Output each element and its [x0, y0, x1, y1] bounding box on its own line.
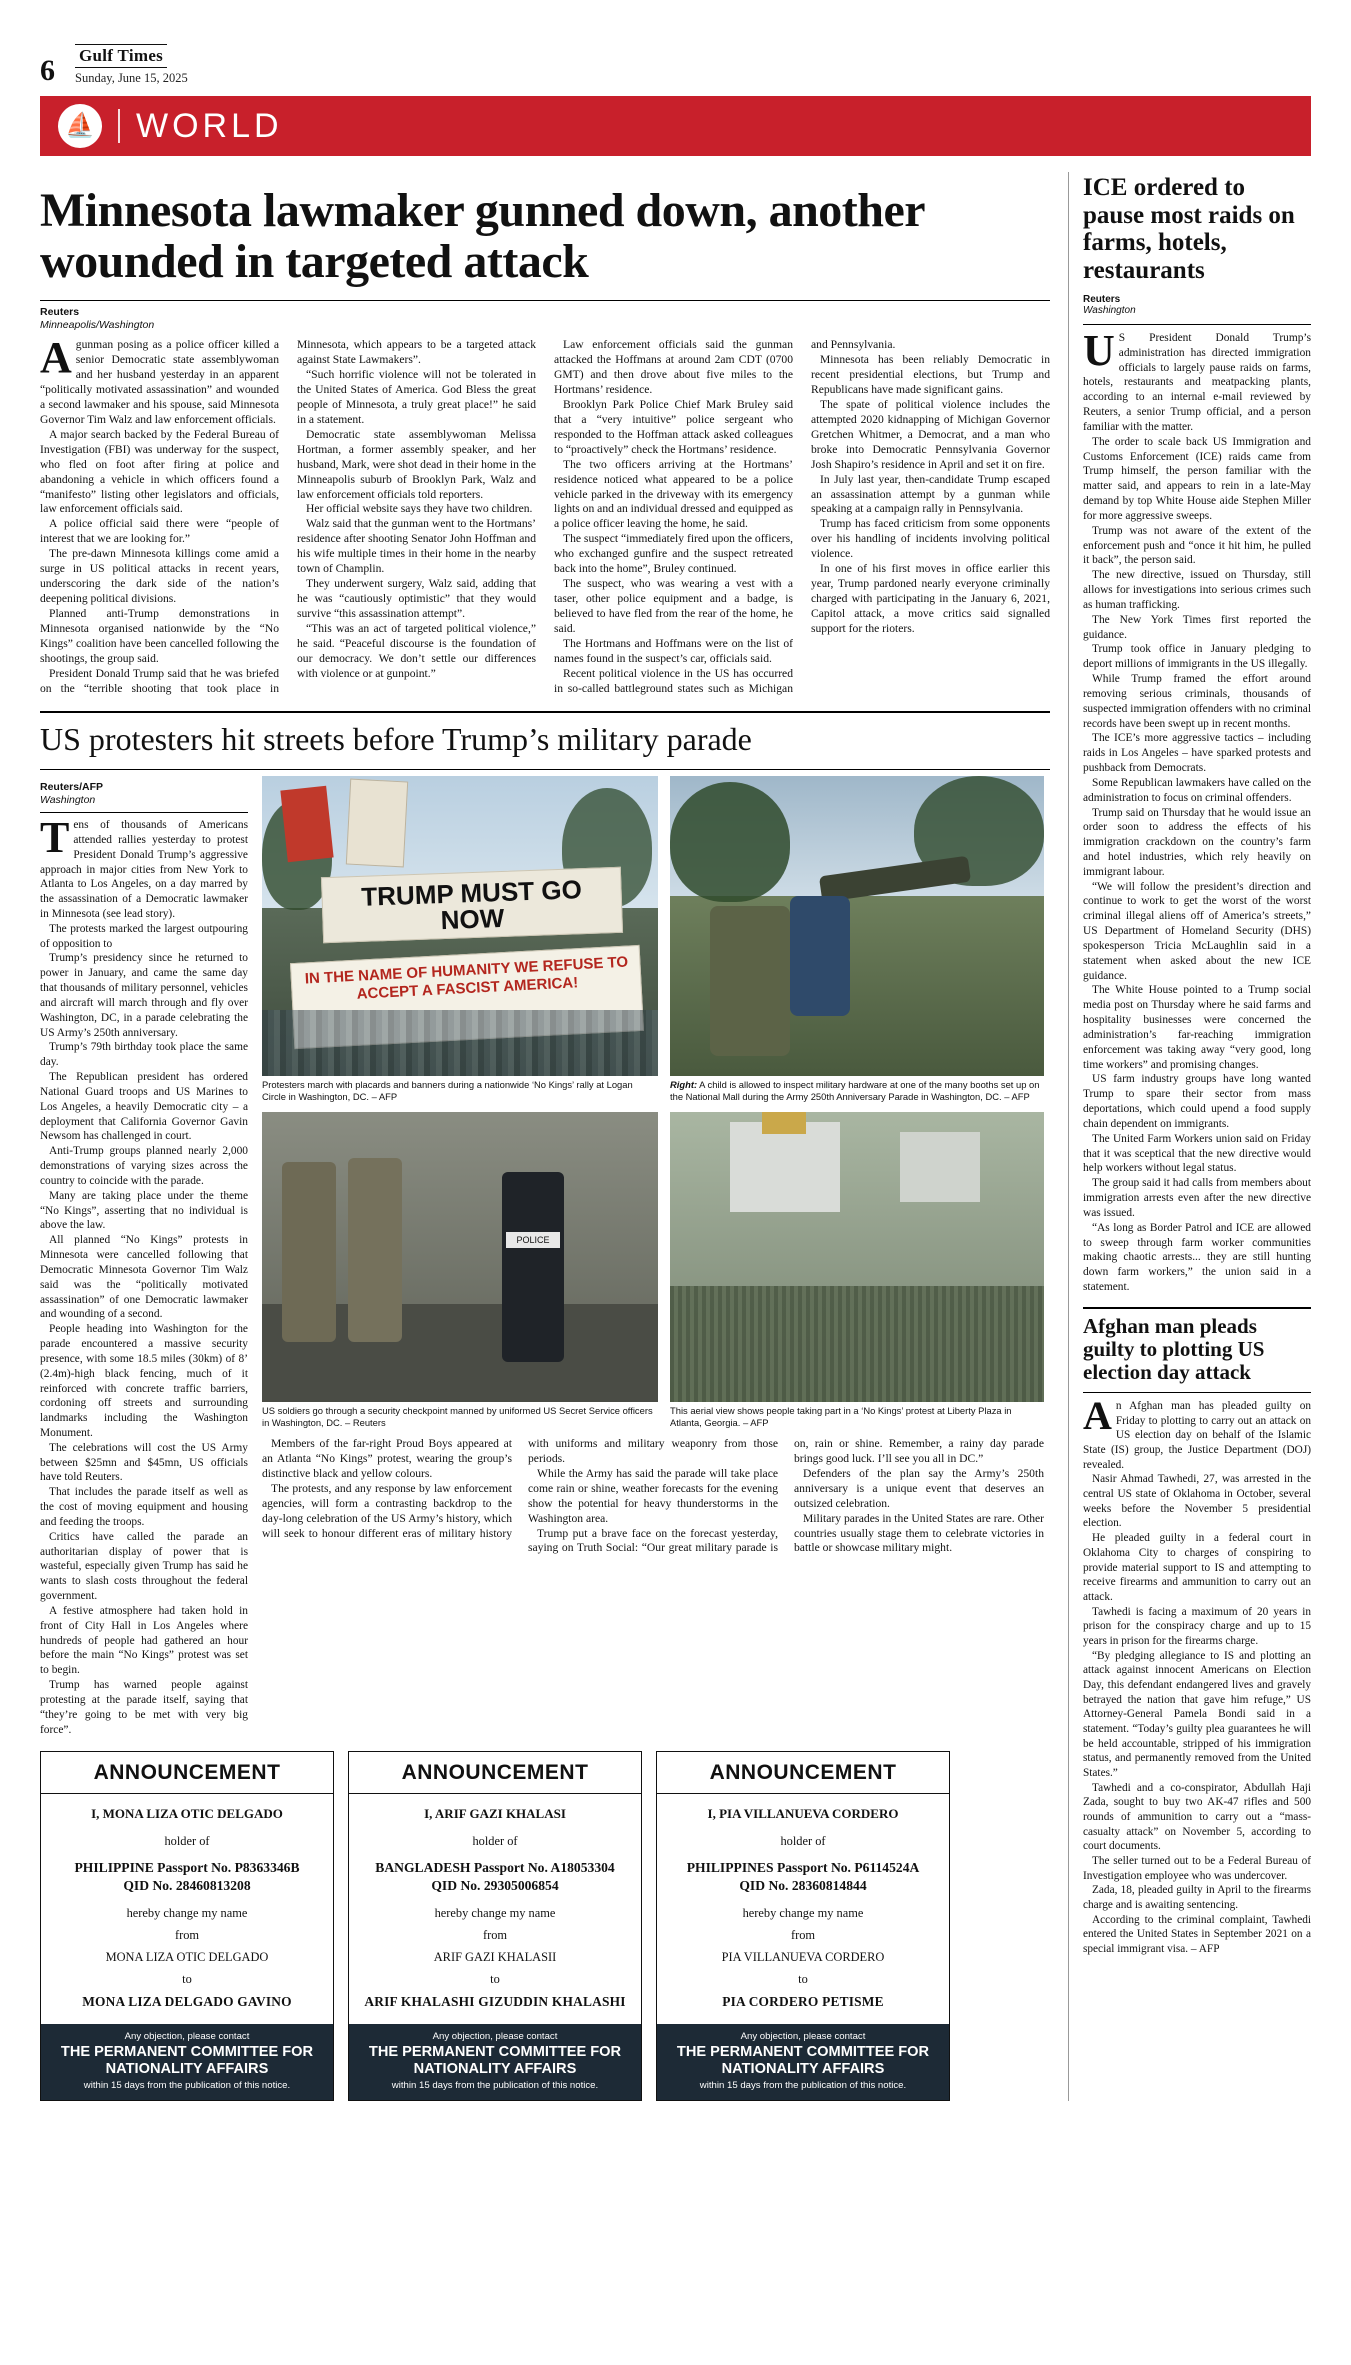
ice-paragraph: US President Donald Trump’s administration has directed immigration officials to largely pause raids on farms, hotels, restaurants and meatpacking plants, according to an internal e-mail reviewed by Reuters, a senior Trump official, and a person familiar with the matter.: [1083, 326, 1311, 433]
protest-paragraph: Anti-Trump groups planned nearly 2,000 demonstrations of varying sizes across the country to coincide with the parade.: [40, 1145, 248, 1187]
protest-paragraph: Critics have called the parade an authoritarian display of power that is wasteful, especially given Trump has said he wants to slash costs throughout the federal government.: [40, 1530, 248, 1603]
announcement-passport: PHILIPPINE Passport No. P8363346B: [74, 1860, 300, 1876]
page-folio: 6: [40, 54, 55, 87]
protest-paragraph: The protests marked the largest outpouring of opposition to: [40, 922, 248, 950]
protest-agency: Reuters/AFP: [40, 780, 104, 793]
ice-paragraph: Trump took office in January pledging to deport millions of immigrants in the US illegally.: [1083, 643, 1311, 671]
protest-photo-child-wrap: [670, 776, 1044, 1103]
ice-paragraph: Trump said on Thursday that he would issue an order soon to address the effects of his immigration crackdown on the country’s farm and hotel industries, which rely heavily on immigrant labour.: [1083, 806, 1311, 878]
afghan-paragraph: Zada, 18, pleaded guilty in April to the firearms charge and is awaiting sentencing.: [1083, 1884, 1311, 1911]
afghan-paragraph: Tawhedi is facing a maximum of 20 years in prison for the conspiracy charge and up to 15 years in prison for the firearms charge.: [1083, 1605, 1311, 1647]
afghan-body: [1083, 1393, 1311, 1957]
protest-photo-aerial-wrap: [670, 1112, 1044, 1429]
placard-text-police: POLICE: [506, 1232, 560, 1248]
announcement-from-label: from: [482, 1928, 508, 1943]
ice-rule: [1083, 324, 1311, 325]
announcement-footer: [349, 2024, 641, 2100]
protest-paragraph: A festive atmosphere had taken hold in front of City Hall in Los Angeles where hundreds of people had gathered an hour before the main “No Kings” protest was set to begin.: [40, 1604, 248, 1677]
lead-paragraph: The pre-dawn Minnesota killings come amid a surge in US political attacks in recent years, underscoring the dark side of the nation’s deepening political divisions.: [40, 547, 279, 606]
ice-paragraph: The order to scale back US Immigration and Customs Enforcement (ICE) raids came from Trump himself, the person familiar with the matter said, and appears to rein in a late-May demand by top White House aide Stephen Miller for more aggressive sweeps.: [1083, 435, 1311, 522]
protest-photo-logan-circle: [262, 776, 658, 1076]
ice-dateline: Washington: [1083, 305, 1136, 316]
announcement-to-name: MONA LIZA DELGADO GAVINO: [82, 1994, 292, 2010]
masthead: [40, 0, 1311, 86]
ice-paragraph: The new directive, issued on Thursday, still allows for investigations into serious crimes such as human trafficking.: [1083, 569, 1311, 611]
announcement-footer-line1: Any objection, please contact: [740, 2031, 866, 2043]
announcement-title: ANNOUNCEMENT: [41, 1752, 333, 1794]
protest-paragraph: The celebrations will cost the US Army between $25mn and $45mn, US officials have told Reuters.: [40, 1441, 248, 1484]
masthead-info: [65, 44, 188, 86]
announcement-footer-line3: within 15 days from the publication of this notice.: [391, 2080, 599, 2092]
announcement-footer: [657, 2024, 949, 2100]
protest-article: [40, 776, 1050, 1738]
ice-paragraph: The White House pointed to a Trump social media post on Thursday where he said farms and hospitality businesses were concerned the administration’s far-reaching immigration enforcement was taking away “very good, long time workers” and promising changes.: [1083, 984, 1311, 1071]
ice-paragraph: The ICE’s more aggressive tactics – including raids in Los Angeles – have sparked protests and pushback from Democrats.: [1083, 732, 1311, 775]
protest-paragraph: Members of the far-right Proud Boys appeared at an Atlanta “No Kings” protest, wearing the group’s distinctive black and yellow colours.: [262, 1436, 512, 1480]
announcement-footer-line1: Any objection, please contact: [432, 2031, 558, 2043]
announcement-footer: [41, 2024, 333, 2100]
announcement-from-label: from: [174, 1928, 200, 1943]
lead-headline: Minnesota lawmaker gunned down, another wounded in targeted attack: [40, 184, 925, 288]
lead-paragraph: In one of his first moves in office earlier this year, Trump pardoned nearly everyone criminally charged with participating in the January 6, 2021, Capitol attack, a move critics said signalled support for the rioters.: [811, 562, 1050, 636]
announcement-declarant: I, PIA VILLANUEVA CORDERO: [707, 1806, 899, 1822]
lead-paragraph: President Donald Trump said that he was briefed on the “terrible shooting that took place in Minnesota, which appears to be a targeted attack against State Lawmakers”.: [40, 338, 536, 695]
ice-agency: Reuters: [1083, 294, 1121, 305]
lead-paragraph: Recent political violence in the US has occurred in so-called battleground states such as Michigan and Pennsylvania.: [554, 338, 896, 695]
protest-headline: US protesters hit streets before Trump’s military parade: [40, 720, 752, 757]
ice-paragraph: The New York Times first reported the guidance.: [1083, 613, 1311, 641]
announcement-from-name: MONA LIZA OTIC DELGADO: [105, 1950, 269, 1965]
ice-paragraph: US farm industry groups have long wanted Trump to spare their sector from mass deportations, which could upend a food supply chain dependent on immigrants.: [1083, 1073, 1311, 1130]
caption-lead-right: Right:: [670, 1078, 698, 1090]
lead-paragraph: Trump has faced criticism from some opponents over his handling of incidents involving political violence.: [811, 517, 1050, 561]
protest-paragraph: Trump’s 79th birthday took place the same day.: [40, 1041, 248, 1069]
announcement-qid: QID No. 28460813208: [123, 1878, 251, 1894]
announcement-footer-line1: Any objection, please contact: [124, 2031, 250, 2043]
ice-paragraph: “We will follow the president’s direction and continue to work to get the worst of the worst criminal illegal aliens off of America’s streets,” US Department of Homeland Security (DHS) spokesperson Tricia McLaughlin said in a statement when asked about the new ICE guidance.: [1083, 880, 1311, 982]
announcement-change-label: hereby change my name: [742, 1906, 864, 1921]
lead-paragraph: “Such horrific violence will not be tolerated in the United States of America. God Bless the great people of Minnesota, a truly great place!” he said in a statement.: [297, 367, 536, 426]
protest-paragraph: Trump has warned people against protesting at the parade itself, saying that “they’re going to be met with very big force”.: [40, 1679, 248, 1736]
announcement-footer-line3: within 15 days from the publication of this notice.: [699, 2080, 907, 2092]
announcement-holder-label: holder of: [164, 1834, 210, 1849]
afghan-rule: [1083, 1392, 1311, 1393]
announcement-title: ANNOUNCEMENT: [657, 1752, 949, 1794]
headline-rule: [40, 300, 1050, 301]
ice-paragraph: “As long as Border Patrol and ICE are allowed to sweep through farm worker communities making chaotic arrests... they are still hunting down farm workers,” the union said in a statement.: [1083, 1221, 1311, 1293]
paper-name: Gulf Times: [75, 44, 167, 68]
announcement-from-name: ARIF GAZI KHALASII: [433, 1950, 557, 1965]
section-divider: [118, 109, 120, 143]
caption-security-checkpoint: US soldiers go through a security checkpoint manned by uniformed US Secret Service officers in Washington, DC. – Reuters: [262, 1405, 653, 1429]
afghan-headline: Afghan man pleads guilty to plotting US election day attack: [1083, 1313, 1265, 1385]
protest-paragraph: Military parades in the United States are rare. Other countries usually stage them to celebrate victories in battle or showcase military might.: [794, 1511, 1044, 1555]
announcement-card: [40, 1751, 334, 2101]
announcement-from-label: from: [790, 1928, 816, 1943]
ice-headline: ICE ordered to pause most raids on farms, hotels, restaurants: [1083, 174, 1295, 284]
lead-paragraph: Law enforcement officials said the gunman attacked the Hoffmans at around 2am CDT (0700 GMT) and then drove about five miles to the Hortmans’ residence.: [554, 338, 793, 396]
afghan-paragraph: “By pledging allegiance to IS and plotting an attack against innocent Americans on Election Day, this defendant endangered lives and gravely betrayed the nation that gave him refuge,” US Attorney-General Pamela Bondi said in a statement. “Today’s guilty plea guarantees he will be held accountable, stripped of his immigration status, and permanently removed from the United States.”: [1083, 1649, 1311, 1779]
protest-photo-grid: [262, 776, 1044, 1738]
lead-paragraph: “This was an act of targeted political violence,” he said. “Peaceful discourse is the foundation of our democracy. We don’t settle our differences with violence or at gunpoint.”: [297, 622, 536, 680]
protest-paragraph: While the Army has said the parade will take place come rain or shine, weather forecasts for the evening show the potential for heavy thunderstorms in the Washington area.: [528, 1466, 778, 1525]
protest-paragraph: Many are taking place under the theme “No Kings”, asserting that no individual is above the law.: [40, 1189, 248, 1232]
lead-paragraph: Minnesota has been reliably Democratic in recent presidential elections, but Trump and Republicans have made significant gains.: [811, 352, 1050, 396]
announcement-to-label: to: [490, 1972, 500, 1987]
caption-logan-circle: Protesters march with placards and banners during a nationwide ‘No Kings’ rally at Logan Circle in Washington, DC. – AFP: [262, 1078, 633, 1102]
article-divider: [40, 711, 1050, 713]
announcement-holder-label: holder of: [780, 1834, 826, 1849]
lead-paragraph: A police official said there were “people of interest that we are looking for.”: [40, 517, 279, 546]
afghan-paragraph: An Afghan man has pleaded guilty on Friday to plotting to carry out an attack on US election day on behalf of the Islamic State (IS) group, the Justice Department (DOJ) revealed.: [1083, 1393, 1311, 1471]
lead-paragraph: Her official website says they have two children.: [306, 502, 533, 516]
lead-paragraph: The suspect “immediately fired upon the officers, who exchanged gunfire and the suspect retreated back into the home”, Bruley continued.: [554, 532, 793, 576]
lead-byline: [40, 306, 1050, 332]
announcement-change-label: hereby change my name: [434, 1906, 556, 1921]
protest-paragraph: The protests, and any response by law enforcement agencies, will form a contrasting backdrop to the day-long celebration of the US Army’s history, which will seek to honour different eras of military history with uniforms and military weaponry from those periods.: [262, 1436, 778, 1540]
protest-tail-text: [262, 1437, 1044, 1557]
afghan-paragraph: Nasir Ahmad Tawhedi, 27, was arrested in the central US state of Oklahoma in October, several weeks before the November 5 presidential election.: [1083, 1473, 1311, 1530]
sidebar-column: [1068, 172, 1311, 2101]
section-bar: [40, 96, 1311, 156]
announcement-row: [40, 1751, 1050, 2101]
afghan-paragraph: The seller turned out to be a Federal Bureau of Investigation employee who was undercover.: [1083, 1854, 1311, 1882]
lead-body: [40, 333, 1050, 697]
protest-photo-child-military-hardware: [670, 776, 1044, 1076]
announcement-passport: BANGLADESH Passport No. A18053304: [375, 1860, 615, 1876]
protest-paragraph: Tens of thousands of Americans attended rallies yesterday to protest President Donald Trump’s aggressive approach in major cities from New York to Atlanta to Los Angeles, on a day marred by the assassination of a Democratic lawmaker in Minnesota (see lead story).: [40, 813, 248, 920]
placard-text-trump-must-go: TRUMP MUST GO NOW: [360, 873, 583, 935]
protest-paragraph: The Republican president has ordered National Guard troops and US Marines to Los Angeles, a heavily Democratic city – a deployment that California Governor Gavin Newsom has challenged in court.: [40, 1071, 248, 1143]
protest-rule: [40, 769, 1050, 770]
ice-paragraph: Some Republican lawmakers have called on the administration to focus on criminal offenders.: [1083, 776, 1311, 804]
announcement-qid: QID No. 28360814844: [739, 1878, 867, 1894]
lead-paragraph: The Hortmans and Hoffmans were on the list of names found in the suspect’s car, officials said.: [554, 637, 793, 666]
announcement-to-label: to: [182, 1972, 192, 1987]
lead-paragraph: The two officers arriving at the Hortmans’ residence noticed what appeared to be a police vehicle parked in the driveway with its emergency lights on and an individual dressed and equipped as a police officer leaving the home, he said.: [554, 457, 793, 531]
afghan-paragraph: According to the criminal complaint, Tawhedi entered the United States in September 2021 on a special immigrant visa. – AFP: [1083, 1913, 1311, 1955]
announcement-footer-line3: within 15 days from the publication of this notice.: [83, 2080, 291, 2092]
protest-paragraph: That includes the parade itself as well as the cost of moving equipment and housing and feeding the troops.: [40, 1486, 248, 1528]
caption-aerial-atlanta: This aerial view shows people taking part in a ‘No Kings’ protest at Liberty Plaza in Atlanta, Georgia. – AFP: [670, 1405, 1012, 1429]
section-title: WORLD: [136, 106, 283, 145]
announcement-card: [348, 1751, 642, 2101]
lead-agency: Reuters: [40, 305, 80, 318]
announcement-footer-line2: THE PERMANENT COMMITTEE FOR NATIONALITY AFFAIRS: [676, 2044, 930, 2077]
ice-body: [1083, 326, 1311, 1295]
protest-paragraph: Defenders of the plan say the Army’s 250th anniversary is a unique event that deserves an outsized celebration.: [794, 1466, 1044, 1510]
protest-photo-checkpoint-wrap: [262, 1112, 658, 1429]
lead-paragraph: Agunman posing as a police officer killed a senior Democratic state assemblywoman and her husband yesterday in an apparent “politically motivated assassination” and wounded a second lawmaker and his spouse, said Minnesota Governor Tim Walz and law enforcement officials.: [40, 333, 279, 426]
page-content: [40, 172, 1311, 2101]
announcement-from-name: PIA VILLANUEVA CORDERO: [721, 1950, 885, 1965]
protest-photo-logan-circle-wrap: [262, 776, 658, 1103]
announcement-to-name: PIA CORDERO PETISME: [722, 1994, 884, 2010]
protest-byline: [40, 781, 248, 807]
protest-dateline: Washington: [40, 793, 96, 806]
lead-dateline: Minneapolis/Washington: [40, 318, 155, 331]
announcement-holder-label: holder of: [472, 1834, 518, 1849]
announcement-declarant: I, MONA LIZA OTIC DELGADO: [91, 1806, 283, 1822]
afghan-paragraph: Tawhedi and a co-conspirator, Abdullah Haji Zada, sought to buy two AK-47 rifles and 500 rounds of ammunition to carry out a “mass-casualty attack” on November 5, according to court documents.: [1083, 1781, 1311, 1853]
caption-child-military-hardware: [670, 1079, 1044, 1103]
ice-paragraph: While Trump framed the effort around removing serious criminals, thousands of suspected immigration offenders with no criminal records have been swept up in recent months.: [1083, 673, 1311, 730]
announcement-qid: QID No. 29305006854: [431, 1878, 559, 1894]
protest-paragraph: Trump’s presidency since he returned to power in January, and came the same day that thousands of military personnel, vehicles and aircraft will march through and fly over Washington, DC, in a parade celebrating the US Army’s 250th anniversary.: [40, 952, 248, 1039]
gulf-times-sail-logo-icon: ⛵: [58, 104, 102, 148]
lead-paragraph: Brooklyn Park Police Chief Mark Bruley said that a “very intuitive” police sergeant who responded to the Hoffman attack asked colleagues to “proactively” check the Hortmans’ residence.: [554, 397, 793, 456]
ice-paragraph: The group said it had calls from members about immigration arrests even after the new directive was issued.: [1083, 1177, 1311, 1219]
protest-photo-aerial-atlanta: [670, 1112, 1044, 1402]
announcement-to-label: to: [798, 1972, 808, 1987]
lead-paragraph: The spate of political violence includes the attempted 2020 kidnapping of Michigan Governor Gretchen Whitmer, a Democrat, and a man who broke into Democratic Pennsylvania Governor Josh Shapiro’s residence in April and set it on fire.: [811, 397, 1050, 471]
lead-paragraph: In July last year, then-candidate Trump escaped an assassination attempt by a gunman while speaking at a campaign rally in Pennsylvania.: [811, 472, 1050, 516]
announcement-change-label: hereby change my name: [126, 1906, 248, 1921]
protest-text-rule: [40, 812, 248, 813]
announcement-footer-line2: THE PERMANENT COMMITTEE FOR NATIONALITY AFFAIRS: [60, 2044, 314, 2077]
lead-paragraph: They underwent surgery, Walz said, adding that he was “cautiously optimistic” that they would survive “this assassination attempt”.: [297, 577, 536, 621]
protest-text-column: [40, 776, 248, 1738]
announcement-passport: PHILIPPINES Passport No. P6114524A: [686, 1860, 920, 1876]
afghan-divider: [1083, 1307, 1311, 1309]
announcement-card: [656, 1751, 950, 2101]
ice-paragraph: The United Farm Workers union said on Friday that it was sceptical that the new directive would help workers without legal status.: [1083, 1132, 1311, 1175]
afghan-paragraph: He pleaded guilty in a federal court in Oklahoma City to charges of conspiring to provide material support to IS and attempting to receive firearms and ammunition to carry out an attack.: [1083, 1532, 1311, 1603]
main-column: [40, 172, 1050, 2101]
issue-date: Sunday, June 15, 2025: [75, 71, 188, 85]
banner-text-humanity: IN THE NAME OF HUMANITY WE REFUSE TO ACCEPT A FASCIST AMERICA!: [304, 953, 629, 1003]
protest-photo-security-checkpoint: [262, 1112, 658, 1402]
lead-paragraph: The suspect, who was wearing a vest with a taser, other police equipment and a badge, is believed to have fled from the rear of the home, he said.: [554, 577, 793, 636]
lead-paragraph: Democratic state assemblywoman Melissa Hortman, a former assembly speaker, and her husband, Mark, were shot dead in their home in the Minneapolis suburb of Brooklyn Park, Walz and law enforcement officials told reporters.: [297, 427, 536, 501]
protest-paragraph: All planned “No Kings” protests in Minnesota were cancelled following that Democratic Minnesota Governor Tim Walz said was the “politically motivated assassination” of one Democratic lawmaker and wounding of a second.: [40, 1234, 248, 1321]
ice-paragraph: Trump was not aware of the extent of the enforcement push and “once it hit him, he pulled it back”, the person said.: [1083, 524, 1311, 567]
lead-paragraph: Planned anti-Trump demonstrations in Minnesota organised nationwide by the “No Kings” coalition have been cancelled following the shootings, the group said.: [40, 607, 279, 666]
announcement-to-name: ARIF KHALASHI GIZUDDIN KHALASHI: [364, 1994, 626, 2010]
protest-paragraph: People heading into Washington for the parade encountered a massive security presence, with some 18.5 miles (30km) of 8’ (2.4m)-high black fencing, much of it reinforced with concrete traffic barriers, cordoning off streets and surrounding landmarks including the Washington Monument.: [40, 1323, 248, 1439]
caption-right-text: A child is allowed to inspect military hardware at one of the many booths set up on the National Mall during the Army 250th Anniversary Parade in Washington, DC. – AFP: [670, 1078, 1040, 1102]
lead-paragraph: A major search backed by the Federal Bureau of Investigation (FBI) was underway for the suspect, who fled on foot after firing at police and abandoning a vehicle in which officers found a “manifesto” listing other legislators and officials, law enforcement officials said.: [40, 427, 279, 516]
announcement-title: ANNOUNCEMENT: [349, 1752, 641, 1794]
lead-paragraph: Walz said that the gunman went to the Hortmans’ residence after shooting Senator John Hoffman and his wife multiple times in their home in the nearby town of Champlin.: [297, 517, 536, 576]
protest-paragraph: Trump put a brave face on the forecast yesterday, saying on Truth Social: “Our great military parade is on, rain or shine. Remember, a rainy day parade brings good luck. I’ll see you all in DC.”: [528, 1436, 1044, 1555]
announcement-footer-line2: THE PERMANENT COMMITTEE FOR NATIONALITY AFFAIRS: [368, 2044, 622, 2077]
announcement-declarant: I, ARIF GAZI KHALASI: [424, 1806, 566, 1822]
ice-byline: [1083, 294, 1311, 316]
